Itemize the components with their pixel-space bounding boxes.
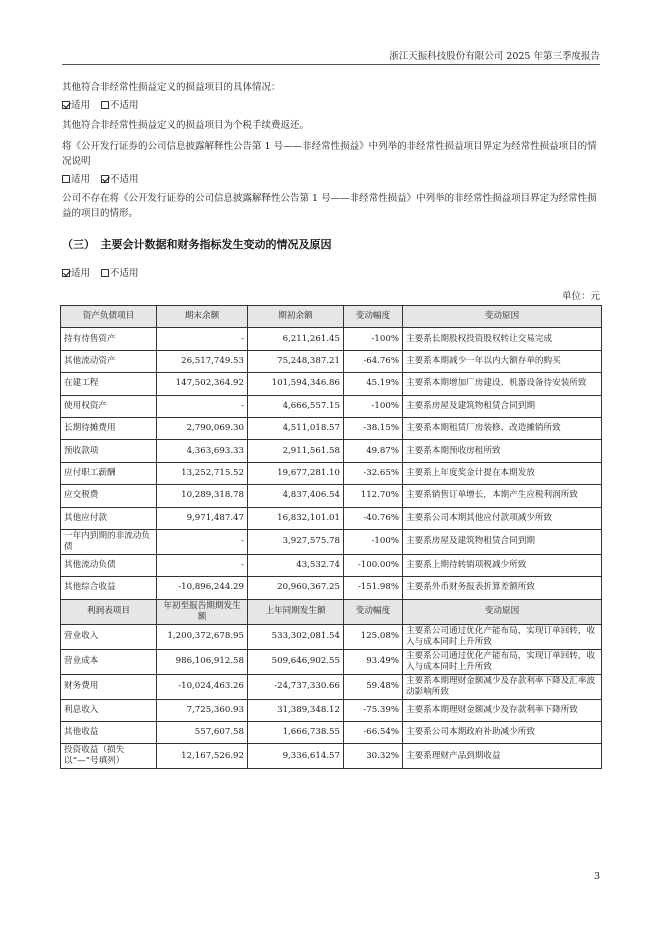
table-cell: 26,517,749.53 xyxy=(157,350,248,372)
table-row xyxy=(61,624,602,649)
table-header-cell: 利润表项目 xyxy=(61,599,157,624)
table-cell: 财务费用 xyxy=(61,674,157,699)
table-row xyxy=(61,373,602,395)
option-group-3 xyxy=(62,266,600,281)
table-row xyxy=(61,577,602,599)
table-cell: 59.48% xyxy=(344,674,403,699)
option-applicable-3[interactable]: 适用 xyxy=(62,266,90,281)
table-cell: 16,832,101.01 xyxy=(248,507,344,529)
page-number: 3 xyxy=(593,871,600,882)
table-row xyxy=(61,554,602,576)
table-header-cell: 资产负债项目 xyxy=(61,306,157,328)
table-cell: 1,666,738.55 xyxy=(248,722,344,744)
table-cell: 125.08% xyxy=(344,624,403,649)
table-cell: - xyxy=(157,529,248,554)
table-cell: 4,837,406.54 xyxy=(248,485,344,507)
table-cell: 12,167,526.92 xyxy=(157,744,248,769)
reclass-intro: 将《公开发行证券的公司信息披露解释性公告第 1 号——非经常性损益》中列举的非经常性损益项目界定为经常性损益项目的情况说明 xyxy=(62,141,597,167)
table-cell: 20,960,367.25 xyxy=(248,577,344,599)
table-cell: 4,511,018.57 xyxy=(248,417,344,439)
option-applicable-2[interactable]: 适用 xyxy=(62,172,90,187)
checkbox-empty-icon xyxy=(62,175,70,183)
table-cell: -66.54% xyxy=(344,722,403,744)
table-row xyxy=(61,649,602,674)
table-cell: 预收款项 xyxy=(61,440,157,462)
section-title: （三） 主要会计数据和财务指标发生变动的情况及原因 xyxy=(62,238,332,251)
table-cell: 主要系本期预收房租所致 xyxy=(403,440,602,462)
table-cell: 营业成本 xyxy=(61,649,157,674)
table-cell: 10,289,318.78 xyxy=(157,485,248,507)
table-cell: 101,594,346.86 xyxy=(248,373,344,395)
table-row xyxy=(61,328,602,350)
table-cell: 31,389,348.12 xyxy=(248,699,344,721)
table-cell: 主要系理财产品到期收益 xyxy=(403,744,602,769)
option-not-applicable-1[interactable]: 不适用 xyxy=(101,98,139,113)
table-cell: 45.19% xyxy=(344,373,403,395)
table-cell: - xyxy=(157,395,248,417)
table-cell: 30.32% xyxy=(344,744,403,769)
table-cell: 3,927,575.78 xyxy=(248,529,344,554)
table-cell: 主要系房屋及建筑物租赁合同到期 xyxy=(403,529,602,554)
table-header-cell: 期初余额 xyxy=(248,306,344,328)
table-cell: 1,200,372,678.95 xyxy=(157,624,248,649)
financial-change-table xyxy=(60,305,602,769)
table-header-cell: 变动原因 xyxy=(403,306,602,328)
table-cell: 一年内到期的非流动负债 xyxy=(61,529,157,554)
table-cell: 19,677,281.10 xyxy=(248,462,344,484)
table-cell: 持有待售资产 xyxy=(61,328,157,350)
table-cell: -38.15% xyxy=(344,417,403,439)
table-cell: 主要系本期减少一年以内大额存单的购买 xyxy=(403,350,602,372)
table-cell: 其他应付款 xyxy=(61,507,157,529)
table-row xyxy=(61,744,602,769)
reclass-text: 公司不存在将《公开发行证券的公司信息披露解释性公告第 1 号——非经常性损益》中列举的非经常性损益项目界定为经常性损益的项目的情形。 xyxy=(62,193,597,219)
table-cell: -64.76% xyxy=(344,350,403,372)
table-cell: -100% xyxy=(344,395,403,417)
table-cell: - xyxy=(157,554,248,576)
table-cell: 主要系公司本期政府补助减少所致 xyxy=(403,722,602,744)
table-cell: 主要系上期待转销项税减少所致 xyxy=(403,554,602,576)
checkbox-checked-icon xyxy=(101,175,109,183)
table-row xyxy=(61,350,602,372)
other-items-text: 其他符合非经常性损益定义的损益项目为个税手续费返还。 xyxy=(62,120,310,131)
table-header-cell: 上年同期发生额 xyxy=(248,599,344,624)
table-cell: -100% xyxy=(344,328,403,350)
table-cell: 主要系本期理财金额减少及存款利率下降所致 xyxy=(403,699,602,721)
table-header-cell: 变动幅度 xyxy=(344,599,403,624)
table-cell: 9,336,614.57 xyxy=(248,744,344,769)
table-cell: 利息收入 xyxy=(61,699,157,721)
table-cell: 应付职工薪酬 xyxy=(61,462,157,484)
option-not-applicable-2[interactable]: 不适用 xyxy=(101,172,139,187)
table-row xyxy=(61,462,602,484)
table-row xyxy=(61,417,602,439)
table-cell: 6,211,261.45 xyxy=(248,328,344,350)
table-cell: 4,666,557.15 xyxy=(248,395,344,417)
table-cell: 其他收益 xyxy=(61,722,157,744)
table-cell: 长期待摊费用 xyxy=(61,417,157,439)
table-header-cell: 年初至报告期期发生额 xyxy=(157,599,248,624)
table-cell: 投资收益（损失以“—”号填列） xyxy=(61,744,157,769)
table-cell: 主要系长期股权投资股权转让交易完成 xyxy=(403,328,602,350)
table-cell: -40.76% xyxy=(344,507,403,529)
table-cell: - xyxy=(157,328,248,350)
table-cell: -151.98% xyxy=(344,577,403,599)
table-header-row xyxy=(61,306,602,328)
table-header-cell: 变动幅度 xyxy=(344,306,403,328)
table-cell: 533,302,081.54 xyxy=(248,624,344,649)
table-row xyxy=(61,507,602,529)
table-cell: 主要系外币财务报表折算差额所致 xyxy=(403,577,602,599)
table-cell: 主要系本期增加厂房建设、机器设备待安装所致 xyxy=(403,373,602,395)
table-cell: 营业收入 xyxy=(61,624,157,649)
checkbox-empty-icon xyxy=(101,101,109,109)
table-header-row xyxy=(61,599,602,624)
table-cell: -75.39% xyxy=(344,699,403,721)
table-cell: 主要系公司通过优化产能布局，实现订单回转，收入与成本同时上升所致 xyxy=(403,649,602,674)
checkbox-empty-icon xyxy=(101,269,109,277)
table-cell: -10,896,244.29 xyxy=(157,577,248,599)
table-cell: 7,725,360.93 xyxy=(157,699,248,721)
table-row xyxy=(61,395,602,417)
table-row xyxy=(61,722,602,744)
table-cell: 主要系本期租赁厂房装修、改造摊销所致 xyxy=(403,417,602,439)
table-cell: 509,646,902.55 xyxy=(248,649,344,674)
table-cell: 2,790,069.30 xyxy=(157,417,248,439)
table-cell: 其他流动资产 xyxy=(61,350,157,372)
table-cell: 2,911,561.58 xyxy=(248,440,344,462)
table-cell: 使用权资产 xyxy=(61,395,157,417)
checkbox-checked-icon xyxy=(62,101,70,109)
table-row xyxy=(61,529,602,554)
unit-label: 单位：元 xyxy=(561,291,600,302)
table-header-cell: 变动原因 xyxy=(403,599,602,624)
table-cell: 应交税费 xyxy=(61,485,157,507)
table-header-cell: 期末余额 xyxy=(157,306,248,328)
option-applicable-1[interactable]: 适用 xyxy=(62,98,90,113)
table-cell: 主要系公司通过优化产能布局，实现订单回转，收入与成本同时上升所致 xyxy=(403,624,602,649)
table-cell: -100.00% xyxy=(344,554,403,576)
table-row xyxy=(61,674,602,699)
checkbox-checked-icon xyxy=(62,269,70,277)
table-cell: 557,607.58 xyxy=(157,722,248,744)
table-cell: 986,106,912.58 xyxy=(157,649,248,674)
table-row xyxy=(61,485,602,507)
option-group-2 xyxy=(62,172,600,187)
table-cell: 112.70% xyxy=(344,485,403,507)
table-row xyxy=(61,440,602,462)
table-cell: 49.87% xyxy=(344,440,403,462)
table-cell: 93.49% xyxy=(344,649,403,674)
table-cell: 75,248,387.21 xyxy=(248,350,344,372)
table-cell: 43,532.74 xyxy=(248,554,344,576)
table-cell: 147,502,364.92 xyxy=(157,373,248,395)
table-cell: 9,971,487.47 xyxy=(157,507,248,529)
other-items-intro: 其他符合非经常性损益定义的损益项目的具体情况： xyxy=(62,82,281,93)
table-cell: -10,024,463.26 xyxy=(157,674,248,699)
table-row xyxy=(61,699,602,721)
table-cell: -24,737,330.66 xyxy=(248,674,344,699)
table-cell: 其他综合收益 xyxy=(61,577,157,599)
option-group-1 xyxy=(62,98,600,113)
table-cell: 主要系销售订单增长，本期产生应税利润所致 xyxy=(403,485,602,507)
header-divider xyxy=(62,64,600,65)
table-cell: -32.65% xyxy=(344,462,403,484)
table-cell: -100% xyxy=(344,529,403,554)
table-cell: 4,363,693.33 xyxy=(157,440,248,462)
table-cell: 主要系公司本期其他应付款项减少所致 xyxy=(403,507,602,529)
table-cell: 主要系上年度奖金计提在本期发放 xyxy=(403,462,602,484)
table-cell: 在建工程 xyxy=(61,373,157,395)
table-cell: 主要系房屋及建筑物租赁合同到期 xyxy=(403,395,602,417)
table-cell: 其他流动负债 xyxy=(61,554,157,576)
table-cell: 13,252,715.52 xyxy=(157,462,248,484)
table-cell: 主要系本期理财金额减少及存款利率下降及汇率波动影响所致 xyxy=(403,674,602,699)
option-not-applicable-3[interactable]: 不适用 xyxy=(101,266,139,281)
header-company-report: 浙江天振科技股份有限公司 2025 年第三季度报告 xyxy=(389,51,600,62)
